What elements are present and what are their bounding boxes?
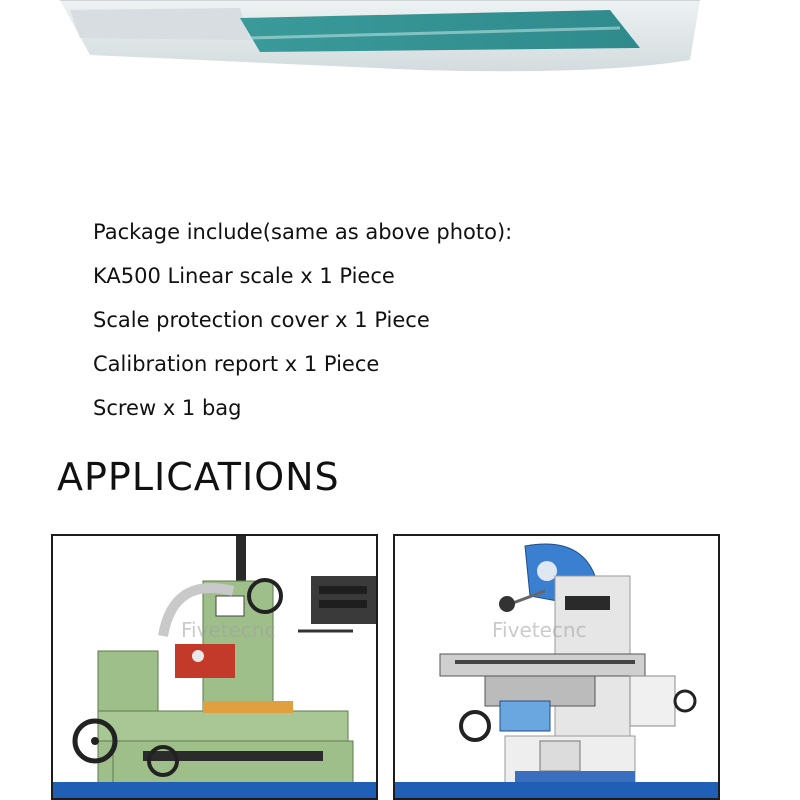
mill-illustration xyxy=(395,536,720,800)
watermark: Fivetecnc xyxy=(181,618,276,642)
package-item: KA500 Linear scale x 1 Piece xyxy=(93,264,395,288)
application-card-mill xyxy=(393,534,720,800)
card-accent-bar xyxy=(395,782,718,798)
package-contents xyxy=(93,210,693,430)
package-item: Screw x 1 bag xyxy=(93,396,242,420)
application-card-grinder xyxy=(51,534,378,800)
applications-title: APPLICATIONS xyxy=(57,455,340,499)
product-photo xyxy=(0,0,800,110)
watermark: Fivetecnc xyxy=(492,618,587,642)
package-heading: Package include(same as above photo): xyxy=(93,220,513,244)
card-accent-bar xyxy=(53,782,376,798)
package-item: Calibration report x 1 Piece xyxy=(93,352,380,376)
grinder-illustration xyxy=(53,536,378,800)
package-item: Scale protection cover x 1 Piece xyxy=(93,308,430,332)
